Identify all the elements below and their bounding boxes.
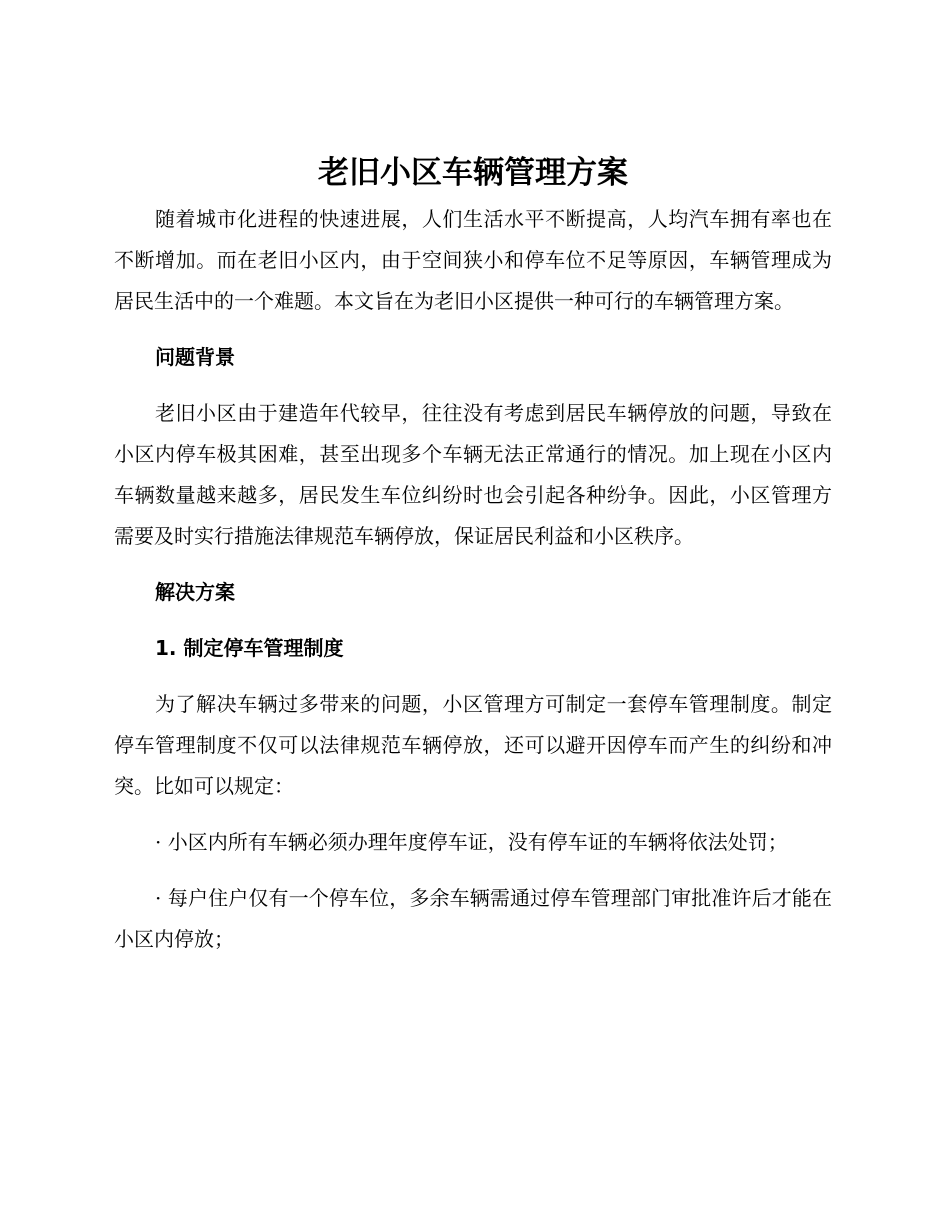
- document-body: [114, 148, 832, 960]
- section-heading-background: 问题背景: [155, 345, 235, 369]
- subheading-parking-rules: 1. 制定停车管理制度: [155, 636, 344, 660]
- solution-paragraph: 为了解决车辆过多带来的问题，小区管理方可制定一套停车管理制度。制定停车管理制度不仅可以法律规范车辆停放，还可以避开因停车而产生的纠纷和冲突。比如可以规定：: [114, 692, 832, 798]
- section-heading-solution: 解决方案: [155, 580, 235, 604]
- background-paragraph: 老旧小区由于建造年代较早，往往没有考虑到居民车辆停放的问题，导致在小区内停车极其困难，甚至出现多个车辆无法正常通行的情况。加上现在小区内车辆数量越来越多，居民发生车位纠纷时也会引起各种纷争。因此，小区管理方需要及时实行措施法律规范车辆停放，保证居民利益和小区秩序。: [114, 401, 832, 548]
- bullet-item: · 每户住户仅有一个停车位，多余车辆需通过停车管理部门审批准许后才能在小区内停放；: [114, 886, 832, 951]
- bullet-item: · 小区内所有车辆必须办理年度停车证，没有停车证的车辆将依法处罚；: [155, 830, 788, 854]
- document-title: 老旧小区车辆管理方案: [318, 155, 628, 191]
- intro-paragraph: 随着城市化进程的快速进展，人们生活水平不断提高，人均汽车拥有率也在不断增加。而在老旧小区内，由于空间狭小和停车位不足等原因，车辆管理成为居民生活中的一个难题。本文旨在为老旧小区提供一种可行的车辆管理方案。: [114, 207, 832, 313]
